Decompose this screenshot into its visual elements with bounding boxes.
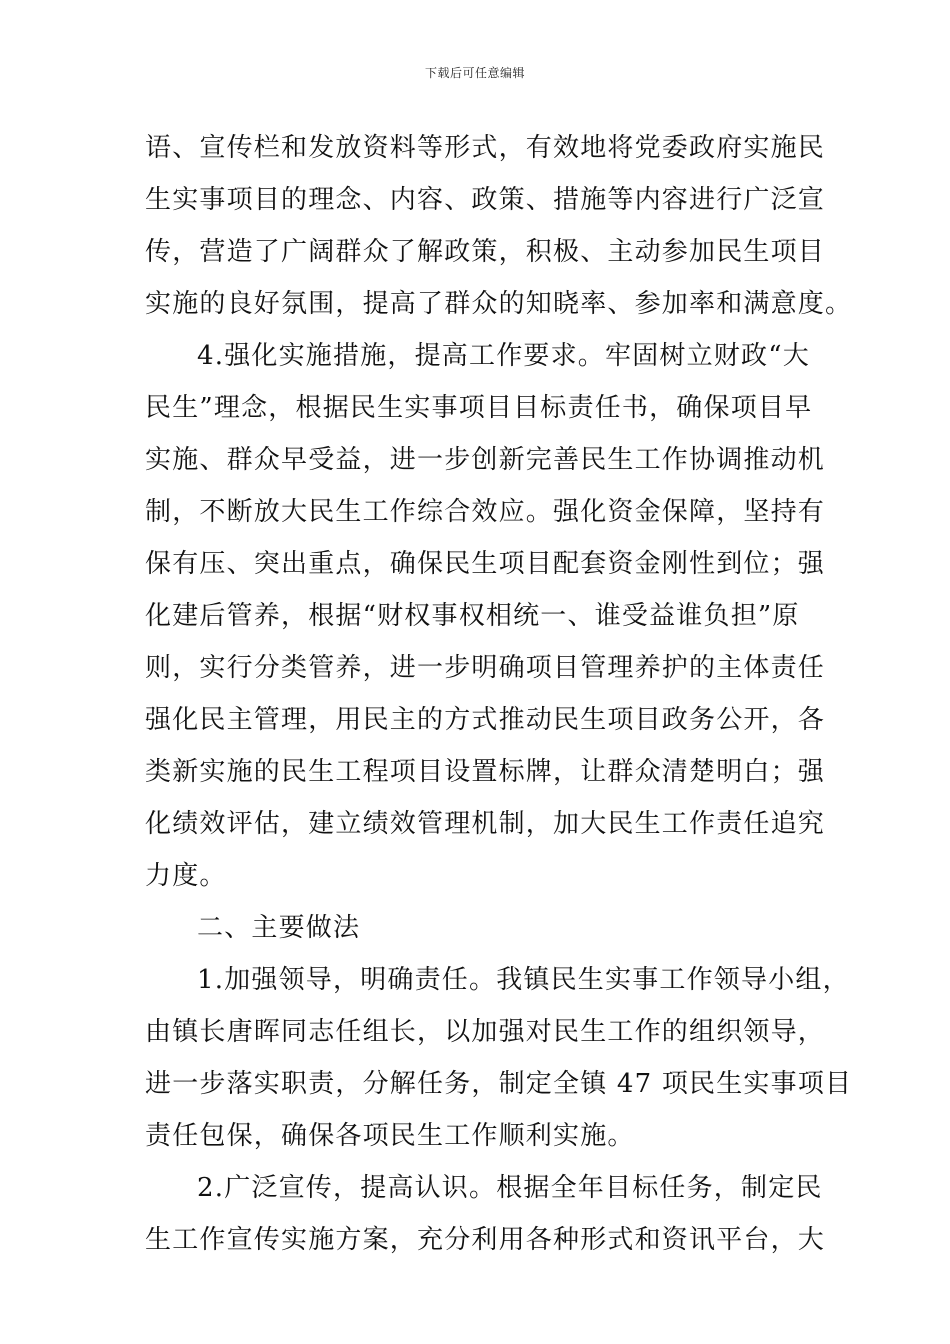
text-line: 则，实行分类管养，进一步明确项目管理养护的主体责任 [145,653,826,683]
text-line: 1.加强领导，明确责任。我镇民生实事工作领导小组， [197,965,850,995]
paragraph-item-4-measures [145,330,826,902]
text-line: 生实事项目的理念、内容、政策、措施等内容进行广泛宣 [145,185,826,215]
text-line: 实施、群众早受益，进一步创新完善民生工作协调推动机 [145,445,826,475]
text-line: 生工作宣传实施方案，充分利用各种形式和资讯平台，大 [145,1225,826,1255]
document-body [145,122,853,1266]
text-line: 语、宣传栏和发放资料等形式，有效地将党委政府实施民 [145,133,826,163]
text-line: 实施的良好氛围，提高了群众的知晓率、参加率和满意度。 [145,289,853,319]
text-line: 2.广泛宣传，提高认识。根据全年目标任务，制定民 [197,1173,823,1203]
page-header: 下载后可任意编辑 [424,66,525,80]
text-line: 传，营造了广阔群众了解政策，积极、主动参加民生项目 [145,237,826,267]
section-heading-main-practices [145,902,810,954]
text-line: 强化民主管理，用民主的方式推动民生项目政务公开，各 [145,705,826,735]
text-line: 由镇长唐晖同志任组长，以加强对民生工作的组织领导， [145,1017,826,1047]
text-line: 保有压、突出重点，确保民生项目配套资金刚性到位；强 [145,549,826,579]
text-line: 民生”理念，根据民生实事项目目标责任书，确保项目早 [145,393,813,423]
text-line: 制，不断放大民生工作综合效应。强化资金保障，坚持有 [145,497,826,527]
text-line: 4.强化实施措施，提高工作要求。牢固树立财政“大 [197,341,810,371]
text-line: 进一步落实职责，分解任务，制定全镇 47 项民生实事项目 [145,1069,853,1099]
text-line: 力度。 [145,861,227,891]
text-line: 化建后管养，根据“财权事权相统一、谁受益谁负担”原 [145,601,800,631]
paragraph-item-2-publicity [145,1162,826,1266]
text-line: 类新实施的民生工程项目设置标牌，让群众清楚明白；强 [145,757,826,787]
paragraph-publicity-continued [145,122,853,330]
text-line: 化绩效评估，建立绩效管理机制，加大民生工作责任追究 [145,809,826,839]
text-line: 责任包保，确保各项民生工作顺利实施。 [145,1121,635,1151]
section-heading: 二、主要做法 [197,913,361,943]
paragraph-item-1-leadership [145,954,853,1162]
